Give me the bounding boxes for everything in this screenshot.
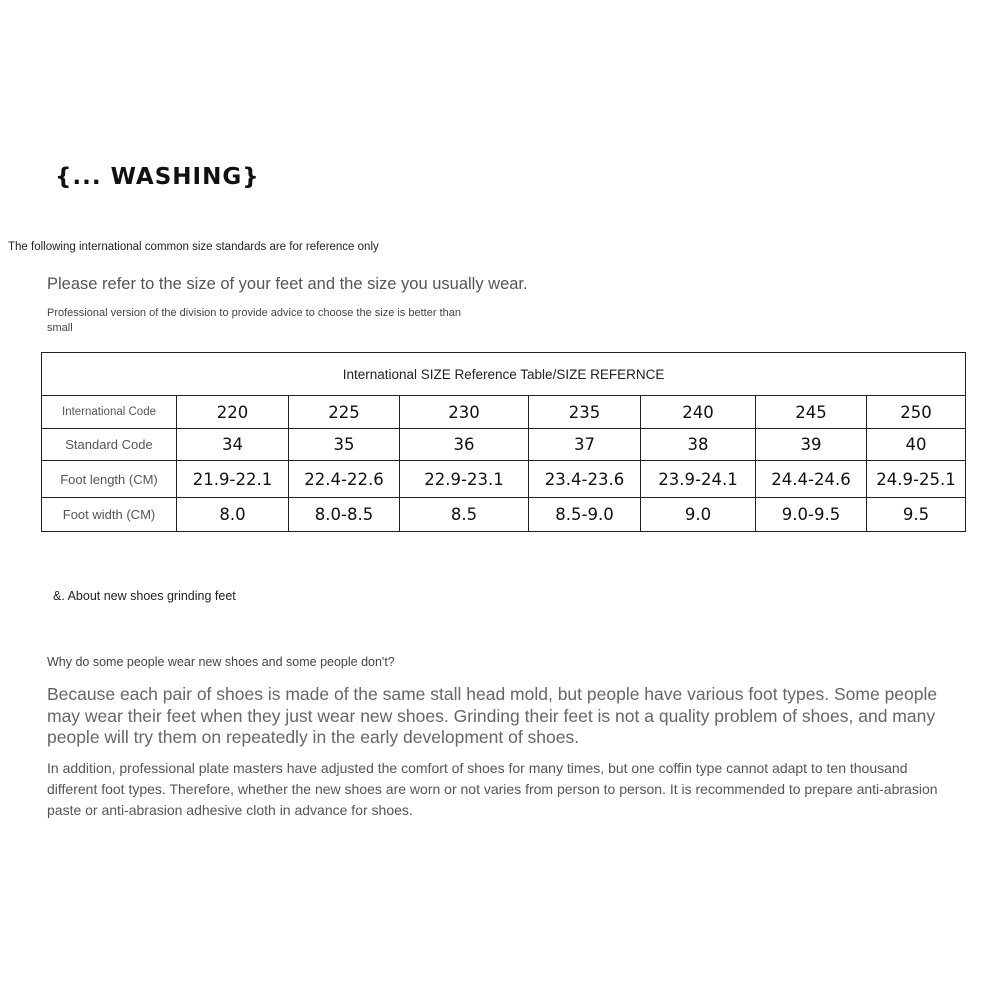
table-cell: 8.0-8.5 [289, 498, 400, 532]
table-cell: 36 [400, 429, 529, 461]
table-cell: 9.5 [867, 498, 966, 532]
table-cell: 35 [289, 429, 400, 461]
row-label-international-code: International Code [42, 396, 177, 429]
table-cell: 245 [756, 396, 867, 429]
table-cell: 9.0-9.5 [756, 498, 867, 532]
explanation-paragraph: Because each pair of shoes is made of the same stall head mold, but people have various foot types. Some people may wear their feet when they just wear new shoes. Grinding their feet is not a quality problem of shoes, and many people will try them on repeatedly in the early development of shoes. [47, 684, 938, 747]
size-reference-table [41, 352, 966, 532]
table-cell: 24.9-25.1 [867, 461, 966, 498]
table-cell: 34 [177, 429, 289, 461]
table-cell: 39 [756, 429, 867, 461]
table-row [42, 429, 966, 461]
row-label-standard-code: Standard Code [42, 429, 177, 461]
table-row [42, 461, 966, 498]
advice-text: Professional version of the division to provide advice to choose the size is better than small [47, 307, 461, 334]
page-title: {... WASHING} [55, 164, 260, 190]
table-cell: 250 [867, 396, 966, 429]
table-cell: 24.4-24.6 [756, 461, 867, 498]
reference-note: The following international common size standards are for reference only [8, 241, 379, 253]
table-cell: 23.9-24.1 [641, 461, 756, 498]
row-label-foot-width: Foot width (CM) [42, 498, 177, 532]
table-cell: 8.0 [177, 498, 289, 532]
row-label-foot-length: Foot length (CM) [42, 461, 177, 498]
section-heading-new-shoes: &. About new shoes grinding feet [53, 589, 236, 603]
table-cell: 230 [400, 396, 529, 429]
table-cell: 22.9-23.1 [400, 461, 529, 498]
question-text: Why do some people wear new shoes and some people don't? [47, 655, 395, 669]
table-cell: 40 [867, 429, 966, 461]
table-cell: 21.9-22.1 [177, 461, 289, 498]
table-cell: 23.4-23.6 [529, 461, 641, 498]
table-cell: 225 [289, 396, 400, 429]
table-cell: 8.5 [400, 498, 529, 532]
table-cell: 235 [529, 396, 641, 429]
table-caption: International SIZE Reference Table/SIZE REFERNCE [42, 353, 966, 396]
table-cell: 38 [641, 429, 756, 461]
table-row [42, 498, 966, 532]
table-row [42, 396, 966, 429]
table-cell: 9.0 [641, 498, 756, 532]
refer-text: Please refer to the size of your feet and the size you usually wear. [47, 275, 528, 293]
table-cell: 240 [641, 396, 756, 429]
table-cell: 220 [177, 396, 289, 429]
recommendation-paragraph: In addition, professional plate masters have adjusted the comfort of shoes for many times, but one coffin type cannot adapt to ten thousand different foot types. Therefore, whether the new shoes are worn or not varies from person to person. It is recommended to prepare anti-abrasion paste or anti-abrasion adhesive cloth in advance for shoes. [47, 760, 938, 818]
table-cell: 8.5-9.0 [529, 498, 641, 532]
table-cell: 37 [529, 429, 641, 461]
table-cell: 22.4-22.6 [289, 461, 400, 498]
